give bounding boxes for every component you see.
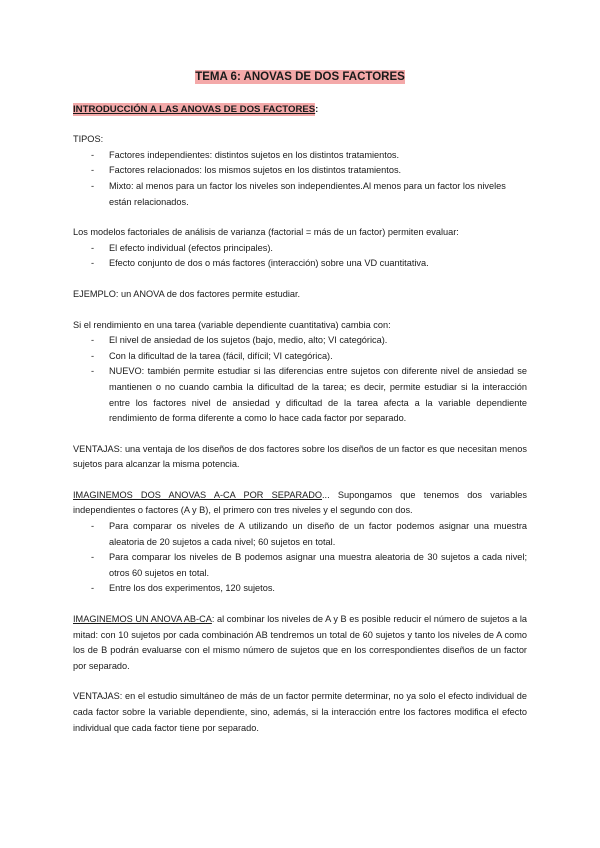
list-item: - El efecto individual (efectos principales). (87, 241, 527, 257)
tipos-list (73, 148, 527, 210)
list-item: - Efecto conjunto de dos o más factores (interacción) sobre una VD cuantitativa. (87, 256, 527, 272)
list-item: - Entre los dos experimentos, 120 sujetos. (87, 581, 527, 597)
section-heading (73, 102, 527, 118)
ventajas2-paragraph: VENTAJAS: en el estudio simultáneo de más de un factor permite determinar, no ya solo el efecto individual de cada factor sobre la variable dependiente, sino, además, si la interacción entre los factores modifica el efecto individual que cada factor tiene por separado. (73, 691, 527, 733)
ejemplo-paragraph: EJEMPLO: un ANOVA de dos factores permite estudiar. (73, 288, 301, 299)
page-title (73, 70, 527, 86)
abca-text: : al combinar los niveles de A y B es posible reducir el número de sujetos a la mitad: con 10 sujetos por cada combinación AB tendremos un total de 60 sujetos y tanto los niveles de A como los de B podrán evaluarse con el mismo número de sujetos que en los correspondientes diseños de un factor por separado. (73, 614, 527, 671)
list-item: - El nivel de ansiedad de los sujetos (bajo, medio, alto; VI categórica). (87, 333, 527, 349)
list-item: - Para comparar los niveles de B podemos asignar una muestra aleatoria de 30 sujetos a cada nivel; otros 60 sujetos en total. (87, 550, 527, 581)
rendimiento-paragraph: Si el rendimiento en una tarea (variable dependiente cuantitativa) cambia con: (73, 319, 391, 330)
list-item: - Factores independientes: distintos sujetos en los distintos tratamientos. (87, 148, 527, 164)
list-item: - Factores relacionados: los mismos sujetos en los distintos tratamientos. (87, 163, 527, 179)
ventajas-paragraph: VENTAJAS: una ventaja de los diseños de dos factores sobre los diseños de un factor es que necesitan menos sujetos para alcanzar la misma potencia. (73, 443, 527, 470)
list-item: - Para comparar os niveles de A utilizando un diseño de un factor podemos asignar una muestra aleatoria de 20 sujetos a cada nivel; 60 sujetos en total. (87, 519, 527, 550)
separado-text: ... Supongamos que tenemos dos variables independientes o factores (A y B), el primero con tres niveles y el segundo con dos. (73, 489, 527, 516)
list-item: - Con la dificultad de la tarea (fácil, difícil; VI categórica). (87, 349, 527, 365)
list-item: - NUEVO: también permite estudiar si las diferencias entre sujetos con diferente nivel de ansiedad se mantienen o no cuando cambia la dificultad de la tarea; es decir, permite estudiar si la interacción entre los factores nivel de ansiedad y dificultad de la tarea afecta a la variable dependiente rendimiento de forma diferente a como lo hace cada factor por separado. (87, 364, 527, 426)
modelos-paragraph: Los modelos factoriales de análisis de varianza (factorial = más de un factor) permiten evaluar: (73, 227, 459, 238)
separado-lead: IMAGINEMOS DOS ANOVAS A-CA POR SEPARADO (73, 489, 322, 500)
abca-lead: IMAGINEMOS UN ANOVA AB-CA (73, 614, 212, 625)
modelos-list (73, 241, 527, 272)
document-page (73, 70, 527, 736)
intro-colon: : (315, 103, 319, 115)
tipos-label: TIPOS: (73, 134, 104, 145)
list-item: - Mixto: al menos para un factor los niveles son independientes.Al menos para un factor los niveles están relacionados. (87, 179, 527, 210)
rendimiento-list (73, 333, 527, 427)
separado-list (73, 519, 527, 597)
abca-paragraph (73, 612, 527, 674)
intro-heading: INTRODUCCIÓN A LAS ANOVAS DE DOS FACTORES (73, 103, 316, 115)
separado-paragraph (73, 488, 527, 519)
title-text: TEMA 6: ANOVAS DE DOS FACTORES (195, 71, 405, 83)
